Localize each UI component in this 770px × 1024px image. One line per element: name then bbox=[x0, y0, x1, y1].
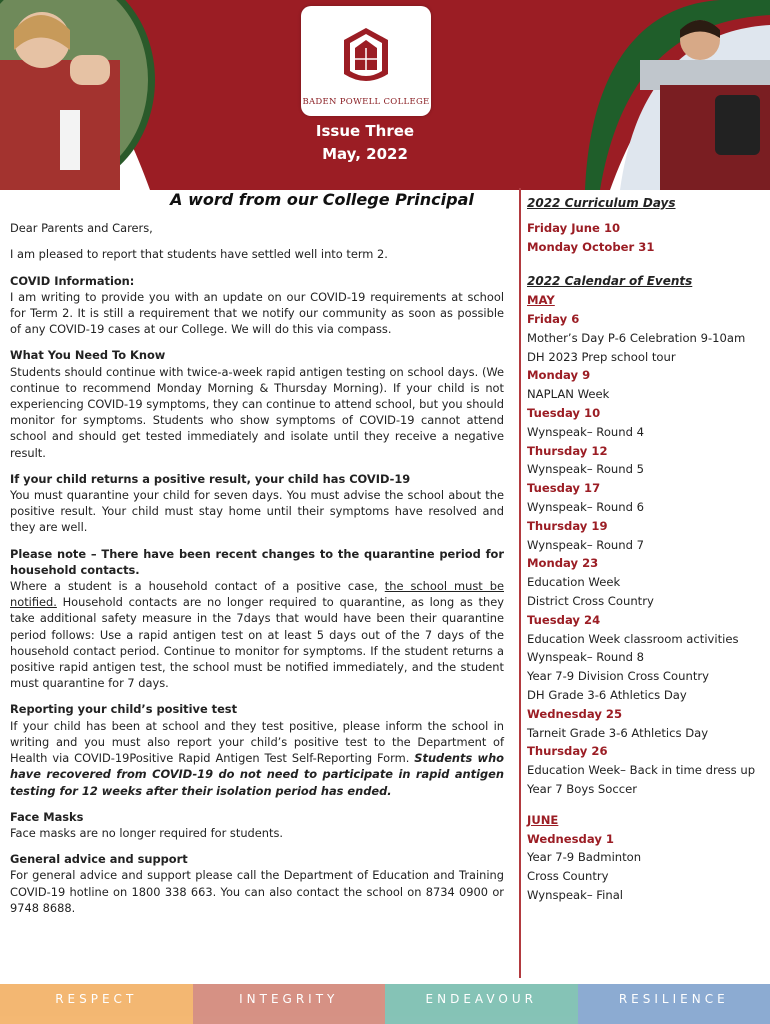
positive-section bbox=[10, 471, 504, 536]
value-endeavour: ENDEAVOUR bbox=[385, 984, 578, 1024]
event-item: Year 7 Boys Soccer bbox=[527, 781, 638, 796]
report-bold-text: Students who have recovered from COVID-19 do not need to participate in rapid antigen testing for 12 weeks after their isolation period has ended. bbox=[10, 751, 505, 798]
june-events bbox=[527, 830, 767, 905]
event-item: Wynspeak– Final bbox=[527, 887, 624, 902]
masks-text: Face masks are no longer required for students. bbox=[10, 825, 284, 840]
event-item: Wynspeak– Round 5 bbox=[527, 462, 645, 477]
event-item: Education Week bbox=[527, 575, 621, 590]
event-day: Friday 6 bbox=[527, 311, 580, 326]
event-day: Tuesday 17 bbox=[527, 481, 601, 496]
masks-heading: Face Masks bbox=[10, 809, 84, 824]
college-name: BADEN POWELL COLLEGE bbox=[302, 97, 430, 107]
event-day: Thursday 26 bbox=[527, 744, 608, 759]
event-item: Education Week– Back in time dress up bbox=[527, 763, 756, 778]
advice-heading: General advice and support bbox=[10, 852, 188, 867]
covid-section bbox=[10, 273, 504, 338]
event-day: Thursday 12 bbox=[527, 443, 608, 458]
note-section bbox=[10, 546, 504, 692]
college-logo bbox=[301, 6, 431, 116]
event-item: Education Week classroom activities bbox=[527, 631, 739, 646]
event-item: Wynspeak– Round 7 bbox=[527, 537, 645, 552]
covid-text: I am writing to provide you with an update on our COVID-19 requirements at school for Term 2. It is still a requirement that we notify our community as soon as possible of any COVID-19 cases at our College. We will do this via compass. bbox=[10, 289, 504, 337]
event-item: Wynspeak– Round 4 bbox=[527, 424, 645, 439]
event-day: Tuesday 10 bbox=[527, 405, 601, 420]
may-events bbox=[527, 310, 767, 799]
issue-date: May, 2022 bbox=[322, 145, 408, 163]
event-day: Monday 23 bbox=[527, 556, 599, 571]
principal-article bbox=[10, 192, 504, 926]
value-respect: RESPECT bbox=[0, 984, 193, 1024]
event-item: Year 7-9 Division Cross Country bbox=[527, 669, 709, 684]
value-resilience: RESILIENCE bbox=[578, 984, 770, 1024]
event-item: NAPLAN Week bbox=[527, 387, 610, 402]
advice-text: For general advice and support please call the Department of Education and Training COVID-19 hotline on 1800 338 663. You can also contact the school on 8734 0900 or 9748 8688. bbox=[10, 868, 504, 915]
event-item: Year 7-9 Badminton bbox=[527, 850, 642, 865]
events-sidebar bbox=[527, 194, 767, 905]
article-title: A word from our College Principal bbox=[170, 190, 474, 209]
know-heading: What You Need To Know bbox=[10, 348, 166, 363]
column-divider bbox=[519, 188, 521, 978]
covid-heading: COVID Information: bbox=[10, 273, 135, 288]
event-day: Wednesday 25 bbox=[527, 706, 623, 721]
event-item: District Cross Country bbox=[527, 593, 654, 608]
event-item: Tarneit Grade 3-6 Athletics Day bbox=[527, 725, 709, 740]
event-item: Cross Country bbox=[527, 869, 609, 884]
event-item: DH 2023 Prep school tour bbox=[527, 349, 676, 364]
event-day: Thursday 19 bbox=[527, 518, 608, 533]
report-text: If your child has been at school and they test positive, please inform the school in writing and you must also report your child’s positive test to the Department of Health via COVID-19Positive Rapid Antigen Test Self-Reporting Form. bbox=[10, 718, 504, 766]
event-day: Wednesday 1 bbox=[527, 831, 614, 846]
crest-icon bbox=[341, 26, 391, 88]
curriculum-day: Friday June 10 bbox=[527, 220, 621, 235]
note-text-a: Where a student is a household contact of a positive case, bbox=[10, 579, 385, 594]
greeting: Dear Parents and Carers, bbox=[10, 221, 153, 236]
value-integrity: INTEGRITY bbox=[193, 984, 386, 1024]
intro-paragraph: I am pleased to report that students have settled well into term 2. bbox=[10, 247, 388, 262]
note-text-b: Household contacts are no longer required to quarantine, as long as they take additional safety measure in the 7days that would have been their quarantine period follows: Use a rapid antigen test on at least 5 days out of the 7 days of the household contact period. Continue to monitor for symptoms. If the student returns a positive rapid antigen test, the school must be notified immediately, and the student must quarantine for 7 days. bbox=[10, 595, 504, 691]
calendar-heading: 2022 Calendar of Events bbox=[527, 274, 693, 289]
positive-text: You must quarantine your child for seven days. You must advise the school about the positive result. Your child must stay home until their symptoms have resolved and they are well. bbox=[10, 488, 504, 535]
report-section bbox=[10, 701, 504, 798]
event-item: Mother’s Day P-6 Celebration 9-10am bbox=[527, 330, 746, 345]
curriculum-day: Monday October 31 bbox=[527, 239, 655, 254]
event-item: DH Grade 3-6 Athletics Day bbox=[527, 687, 687, 702]
event-day: Monday 9 bbox=[527, 368, 591, 383]
issue-number: Issue Three bbox=[315, 122, 415, 140]
event-day: Tuesday 24 bbox=[527, 612, 601, 627]
report-heading: Reporting your child’s positive test bbox=[10, 702, 238, 717]
positive-heading: If your child returns a positive result, your child has COVID-19 bbox=[10, 471, 411, 486]
advice-section bbox=[10, 851, 504, 916]
month-june: JUNE bbox=[527, 812, 559, 827]
header-banner bbox=[0, 0, 770, 190]
issue-info bbox=[300, 120, 430, 166]
event-item: Wynspeak– Round 6 bbox=[527, 499, 645, 514]
month-may: MAY bbox=[527, 293, 555, 308]
note-text-underlined: the school must be notified. bbox=[10, 579, 504, 610]
values-footer bbox=[0, 984, 770, 1024]
know-text: Students should continue with twice-a-week rapid antigen testing on school days. (We continue to recommend Monday Morning & Thursday Morning). If your child is not experiencing COVID-19 symptoms, they can continue to attend school, but you should monitor for symptoms. Students who show symptoms of COVID-19 cannot attend school and should get tested immediately and isolate until they receive a negative result. bbox=[10, 364, 504, 460]
masks-section bbox=[10, 809, 504, 841]
note-heading: Please note – There have been recent changes to the quarantine period for household contacts. bbox=[10, 546, 504, 577]
know-section bbox=[10, 347, 504, 460]
curriculum-heading: 2022 Curriculum Days bbox=[527, 196, 676, 210]
event-item: Wynspeak– Round 8 bbox=[527, 650, 645, 665]
